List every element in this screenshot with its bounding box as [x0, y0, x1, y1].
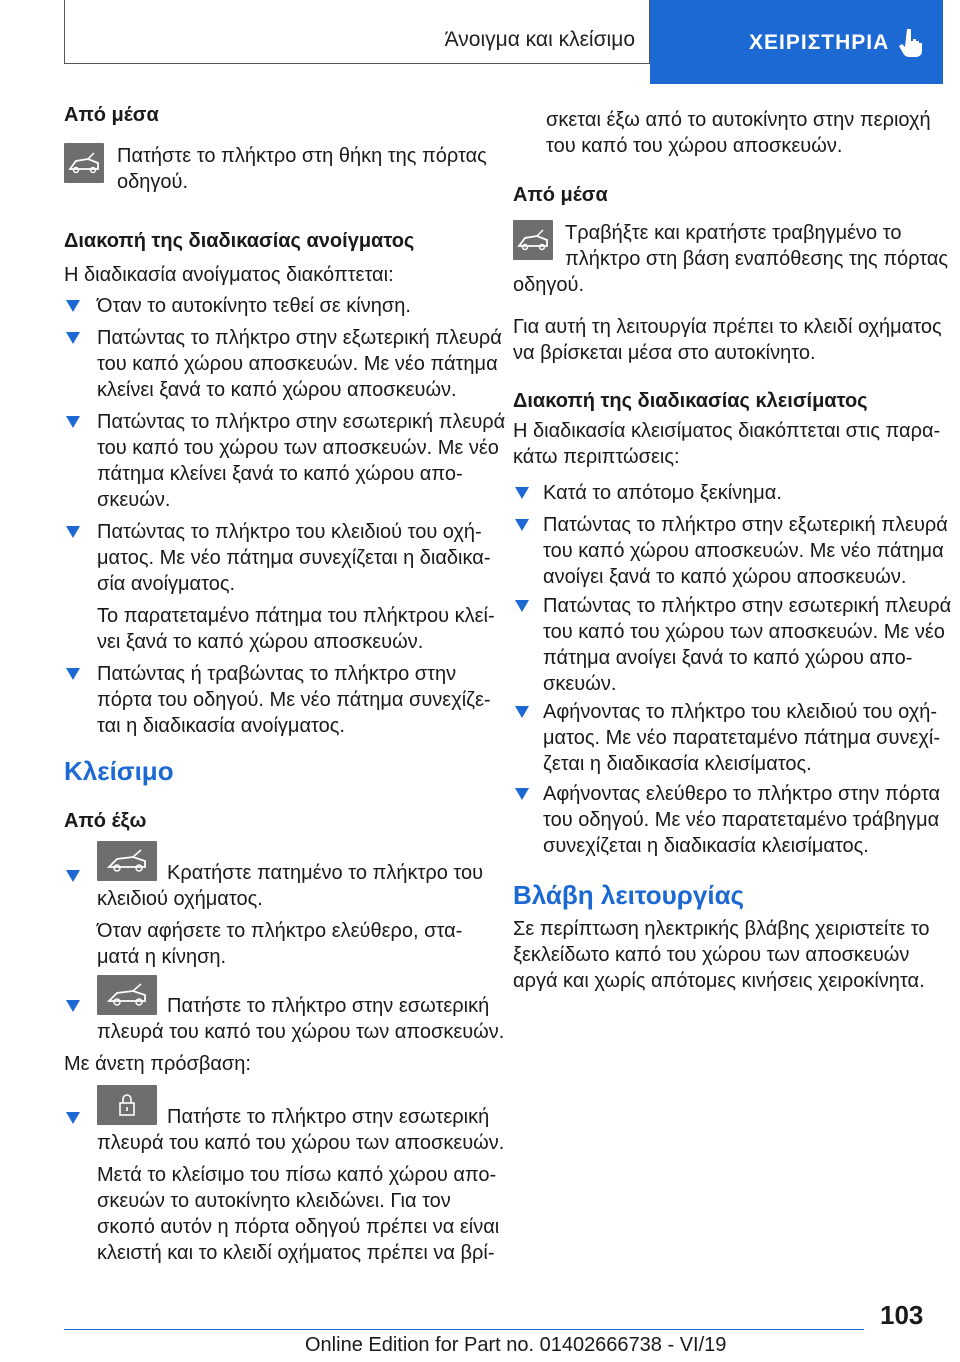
list-item-note: σκοπό αυτόν η πόρτα οδηγού πρέπει να είναι	[97, 1216, 500, 1238]
list-item-note: νει ξανά το καπό χώρου αποσκευών.	[97, 631, 424, 653]
bullet-triangle-icon	[515, 519, 529, 531]
bullet-triangle-icon	[515, 487, 529, 499]
bullet-triangle-icon	[66, 1000, 80, 1012]
text-line: Για αυτή τη λειτουργία πρέπει το κλειδί οχήματος	[513, 316, 942, 338]
heading-interrupt-closing: Διακοπή της διαδικασίας κλεισίματος	[513, 390, 868, 412]
list-item: Πατώντας ή τραβώντας το πλήκτρο στην	[97, 663, 457, 685]
text-line: του καπό του χώρου αποσκευών.	[546, 135, 843, 157]
list-item: Πατώντας το πλήκτρο στην εξωτερική πλευρά	[543, 514, 948, 536]
list-item: πόρτα του οδηγού. Με νέο πάτημα συνεχίζε-	[97, 689, 491, 711]
bullet-triangle-icon	[515, 600, 529, 612]
text-line: Με άνετη πρόσβαση:	[64, 1053, 251, 1075]
list-item: Πατώντας το πλήκτρο στην εσωτερική πλευρά	[543, 595, 952, 617]
tailgate-icon	[97, 841, 157, 881]
heading-from-inside: Από μέσα	[513, 184, 608, 206]
footer-divider	[64, 1329, 864, 1330]
bullet-triangle-icon	[66, 416, 80, 428]
list-item: πάτημα ανοίγει ξανά το καπό χώρου απο-	[543, 647, 913, 669]
text-line: κάτω περιπτώσεις:	[513, 446, 680, 468]
tailgate-icon	[64, 143, 104, 183]
list-item: Κατά το απότομο ξεκίνημα.	[543, 482, 782, 504]
bullet-triangle-icon	[66, 526, 80, 538]
list-item: Κρατήστε πατημένο το πλήκτρο του	[167, 862, 484, 884]
text-line: να βρίσκεται μέσα στο αυτοκίνητο.	[513, 342, 816, 364]
bullet-triangle-icon	[515, 788, 529, 800]
text-line: Τραβήξτε και κρατήστε τραβηγμένο το	[565, 222, 902, 244]
list-item: σία ανοίγματος.	[97, 573, 236, 595]
list-item: Όταν το αυτοκίνητο τεθεί σε κίνηση.	[97, 295, 411, 317]
bullet-triangle-icon	[66, 300, 80, 312]
text-line: οδηγού.	[513, 274, 584, 296]
hand-pointer-icon	[899, 27, 925, 57]
list-item-note: κλειστή και το κλειδί οχήματος πρέπει να βρί-	[97, 1242, 495, 1264]
bullet-triangle-icon	[66, 668, 80, 680]
list-item: σκευών.	[97, 489, 171, 511]
list-item: του καπό χώρου αποσκευών. Με νέο πάτημα	[543, 540, 944, 562]
list-item-note: Μετά το κλείσιμο του πίσω καπό χώρου απο-	[97, 1164, 497, 1186]
tailgate-icon	[97, 975, 157, 1015]
text-line: ξεκλείδωτο καπό του χώρου των αποσκευών	[513, 944, 910, 966]
text-line: πλήκτρο στη βάση εναπόθεσης της πόρτας	[565, 248, 949, 270]
list-item: Αφήνοντας ελεύθερο το πλήκτρο στην πόρτα	[543, 783, 941, 805]
list-item: κλειδιού οχήματος.	[97, 888, 263, 910]
list-item-note: σκευών το αυτοκίνητο κλειδώνει. Για τον	[97, 1190, 451, 1212]
text-line: οδηγού.	[117, 171, 188, 193]
list-item: πάτημα κλείνει ξανά το καπό χώρου απο-	[97, 463, 463, 485]
list-item: ζεται η διαδικασία κλεισίματος.	[543, 753, 812, 775]
list-item: Πατήστε το πλήκτρο στην εσωτερική	[167, 1106, 490, 1128]
text-line: Η διαδικασία κλεισίματος διακόπτεται στις παρα-	[513, 420, 941, 442]
list-item: συνεχίζεται η διαδικασία κλεισίματος.	[543, 835, 869, 857]
list-item: ται η διαδικασία ανοίγματος.	[97, 715, 345, 737]
list-item: Πατώντας το πλήκτρο του κλειδιού του οχή-	[97, 521, 482, 543]
tailgate-icon	[513, 220, 553, 260]
bullet-triangle-icon	[66, 1112, 80, 1124]
list-item: Πατώντας το πλήκτρο στην εξωτερική πλευρά	[97, 327, 502, 349]
bullet-triangle-icon	[515, 706, 529, 718]
list-item: πλευρά του καπό του χώρου των αποσκευών.	[97, 1132, 505, 1154]
page-number: 103	[880, 1300, 924, 1330]
list-item: του οδηγού. Με νέο παρατεταμένο τράβηγμα	[543, 809, 940, 831]
list-item: ματος. Με νέο παρατεταμένο πάτημα συνεχί-	[543, 727, 940, 749]
heading-closing: Κλείσιμο	[64, 756, 174, 786]
bullet-triangle-icon	[66, 332, 80, 344]
list-item: πλευρά του καπό του χώρου των αποσκευών.	[97, 1021, 505, 1043]
heading-from-outside: Από έξω	[64, 810, 147, 832]
heading-malfunction: Βλάβη λειτουργίας	[513, 880, 745, 910]
list-item-note: ματά η κίνηση.	[97, 946, 227, 968]
lock-icon	[97, 1085, 157, 1125]
text-line: Πατήστε το πλήκτρο στη θήκη της πόρτας	[117, 145, 487, 167]
header-chapter-tab[interactable]	[650, 0, 943, 84]
text-line: σκεται έξω από το αυτοκίνητο στην περιοχή	[546, 109, 931, 131]
list-item: ματος. Με νέο πάτημα συνεχίζεται η διαδικα-	[97, 547, 491, 569]
list-item: του καπό χώρου αποσκευών. Με νέο πάτημα	[97, 353, 498, 375]
list-item: Πατήστε το πλήκτρο στην εσωτερική	[167, 995, 490, 1017]
edition-text: Online Edition for Part no. 01402666738 - VI/19	[305, 1334, 727, 1356]
list-item: του καπό του χώρου των αποσκευών. Με νέο	[97, 437, 499, 459]
section-title: Άνοιγμα και κλείσιμο	[444, 28, 635, 51]
header-section-tab	[64, 0, 650, 64]
heading-from-inside: Από μέσα	[64, 104, 159, 126]
chapter-title: ΧΕΙΡΙΣΤΗΡΙΑ	[749, 31, 890, 54]
list-item: σκευών.	[543, 673, 617, 695]
list-item-note: Το παρατεταμένο πάτημα του πλήκτρου κλεί-	[97, 605, 495, 627]
heading-interrupt-opening: Διακοπή της διαδικασίας ανοίγματος	[64, 230, 415, 252]
bullet-triangle-icon	[66, 870, 80, 882]
list-item: ανοίγει ξανά το καπό χώρου αποσκευών.	[543, 566, 907, 588]
list-item: κλείνει ξανά το καπό χώρου αποσκευών.	[97, 379, 457, 401]
text-line: Σε περίπτωση ηλεκτρικής βλάβης χειριστείτε το	[513, 918, 930, 940]
list-item: του καπό του χώρου των αποσκευών. Με νέο	[543, 621, 945, 643]
list-item: Πατώντας το πλήκτρο στην εσωτερική πλευρά	[97, 411, 506, 433]
list-item: Αφήνοντας το πλήκτρο του κλειδιού του οχή-	[543, 701, 937, 723]
text-line: αργά και χωρίς απότομες κινήσεις χειροκίνητα.	[513, 970, 925, 992]
list-item-note: Όταν αφήσετε το πλήκτρο ελεύθερο, στα-	[97, 920, 463, 942]
text-line: Η διαδικασία ανοίγματος διακόπτεται:	[64, 264, 394, 286]
